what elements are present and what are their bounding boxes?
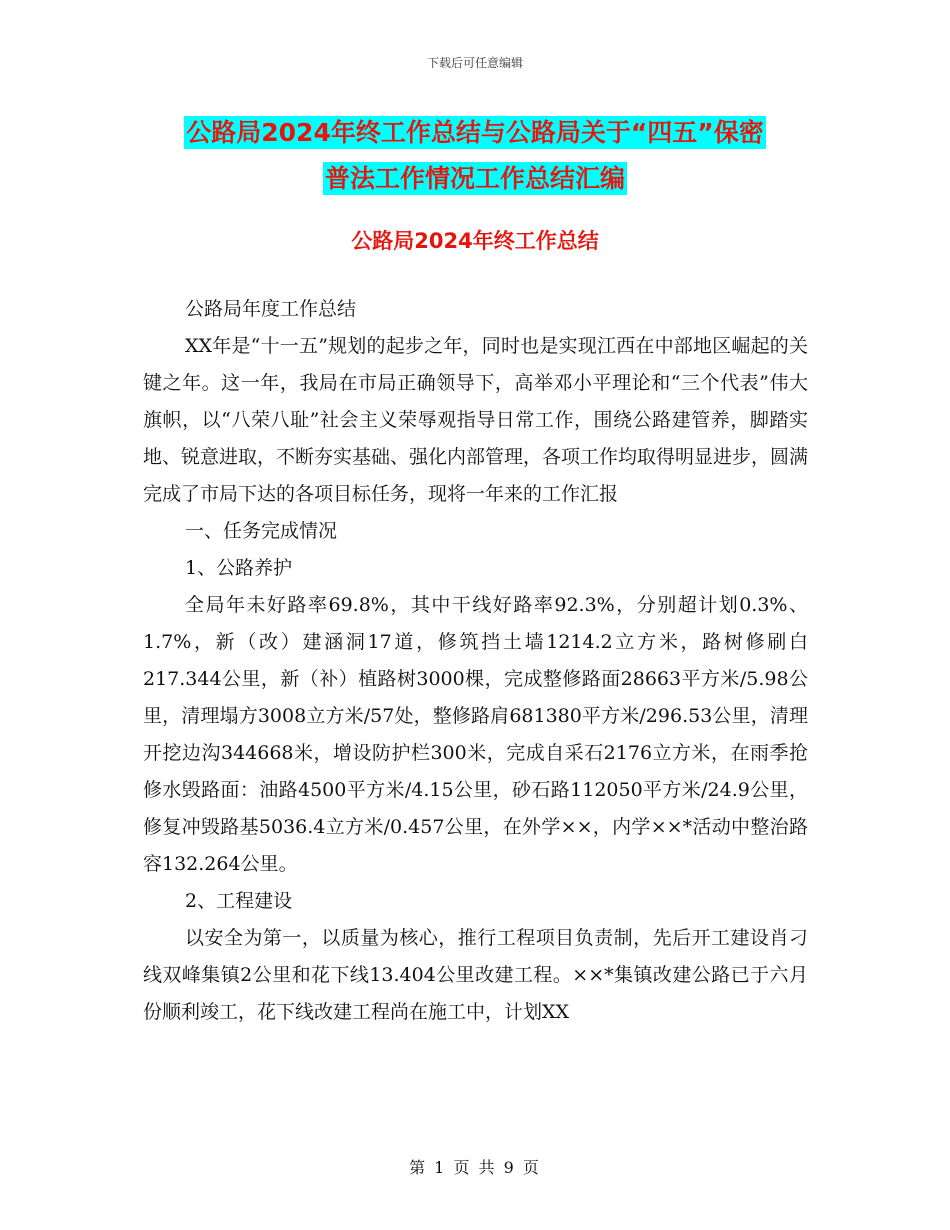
section-title: 公路局2024年终工作总结 [351,229,599,253]
document-title-line-2: 普法工作情况工作总结汇编 [324,164,625,193]
paragraph-subheading: 公路局年度工作总结 [185,298,357,320]
page-number: 第 1 页 共 9 页 [409,1158,541,1177]
paragraph-road-maintenance: 全局年未好路率69.8%，其中干线好路率92.3%，分别超计划0.3%、1.7%，新（改）建涵洞17道，修筑挡土墙1214.2立方米，路树修刷白217.344公里，新（补）植路树3000棵，完成整修路面28663平方米/5.98公里，清理塌方3008立方米/57处，整修路肩681380平方米/296.53公里，清理开挖边沟344668米，增设防护栏300米，完成自采石2176立方米，在雨季抢修水毁路面：油路4500平方米/4.15公里，砂石路112050平方米/24.9公里，修复冲毁路基5036.4立方米/0.457公里，在外学××，内学××*活动中整治路容132.264公里。 [143,594,808,875]
heading-road-maintenance: 1、公路养护 [185,557,293,579]
document-title-line-1: 公路局2024年终工作总结与公路局关于“四五”保密 [186,118,764,147]
paragraph-intro: XX年是“十一五”规划的起步之年，同时也是实现江西在中部地区崛起的关键之年。这一年，我局在市局正确领导下，高举邓小平理论和“三个代表”伟大旗帜，以“八荣八耻”社会主义荣辱观指导日常工作，围绕公路建管养，脚踏实地、锐意进取，不断夯实基础、强化内部管理，各项工作均取得明显进步，圆满完成了市局下达的各项目标任务，现将一年来的工作汇报 [143,335,809,505]
body-text [143,291,808,1031]
paragraph-construction: 以安全为第一，以质量为核心，推行工程项目负责制，先后开工建设肖刁线双峰集镇2公里和花下线13.404公里改建工程。××*集镇改建公路已于六月份顺利竣工，花下线改建工程尚在施工中，计划XX [143,927,808,1023]
heading-task-completion: 一、任务完成情况 [185,520,338,542]
heading-construction: 2、工程建设 [185,890,293,912]
header-note: 下载后可任意编辑 [426,56,523,70]
document-title [0,110,950,202]
